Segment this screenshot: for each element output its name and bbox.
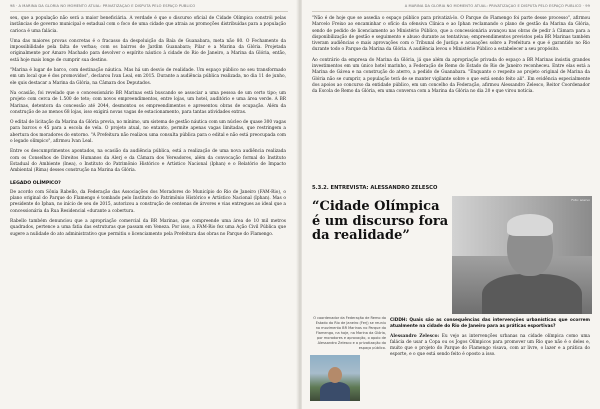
- paragraph: "Não é de hoje que se assedia o espaço público para privatizá-lo. O Parque do Flamengo foi parte desse processo", afirmou Marcelo Freixo ao encaminhar o ofício da ofensiva Clínica e ao Iphan reclamando o plano de gestão da Marina da Glória, sendo de pedido de licenciamento ao Ministério Público, que a concessionária avançou nas obras de pedir à Câmara para a disponibilização de gestão e seguimento e abuso durante as tentativas; empreendimentos previstos pela BR Marinas também tiveram audiências e mais aprovações com o Tribunal de Justiça e acusações sobre a Prefeitura e que é garantido no Rio durante todo o Parque da Marina da Glória. A audiência levou o Ministério Público a estabelecer a seu propósito.: [312, 16, 590, 53]
- paragraph: Rabello também denunciou que a apropriação comercial da BR Marinas, que compreende uma área de 10 mil metros quadrados, pertence a uma fatia das estruturas que passam em Veneza. Por isso, a FAM-Rio fez uma Ação Civil Pública que sugere a nulidade do ato administrativo que permitiu o licenciamento pela Prefeitura das obras no Parque do Flamengo.: [10, 219, 286, 237]
- subheading: LEGADO OLÍMPICO?: [10, 180, 61, 186]
- running-head: 98 · A MARINA DA GLÓRIA NO MOMENTO ATUAL: PRIVATIZAÇÃO E DISPUTA PELO ESPAÇO PÚBLICO: [10, 4, 196, 8]
- running-head: A MARINA DA GLÓRIA NO MOMENTO ATUAL: PRIVATIZAÇÃO E DISPUTA PELO ESPAÇO PÚBLICO · 99: [404, 4, 590, 8]
- paragraph: Na ocasião, foi revelado que o concessionário BR Marinas está buscando se associar a uma pessoa de um certo tipo; um projeto com cerca de 1.500 de teto; com novos empreendimentos, entre lojas, um hotel, auditório e uma área verde. A BR Marinas, detentora da concessão até 2044, desmontou os empreendimentos e apresentou obras de ocupação. Além da construção de ao menos 68 lojas, isso exigirá novas vagas de estacionamento, para tantas atividades extras.: [10, 90, 286, 115]
- interview-qa: [390, 318, 590, 362]
- question: [390, 318, 590, 331]
- right-page: [302, 0, 600, 409]
- small-photo-head: [328, 367, 342, 383]
- small-photo: [310, 355, 360, 401]
- answer-text: Eu vejo as intervenções urbanas na cidade olímpica como uma falácia de usar a Copa ou os Jogos Olímpicos para promover um Rio que não é o deles e, muito que o projeto do Parque do Flamengo visava, com ar livre, o lazer e a prática do esporte, e o que está sendo feito é oposto a isso.: [390, 333, 590, 358]
- paragraph: Ao contrário da empresa do Marina da Glória, já que além da apropriação privada do espaço a BR Marinas insistiu grandes investimentos em um único hotel marinho, a Federação de Remo do Estado do Rio de Janeiro reconheceu. Entre elas está a Marina de Gávea e na construção do aterro, a pedido de Guanabara. "Enquanto o respeito ao projeto original de Marina da Glória não se cumprir, a população terá de se manter vigilante sobre o que está sendo feito ali". Em evidência especialmente dos apoios ao concurso da entidade público, em um concelho da Federação, afirmou Alessandro Zelesco, Reitor Coordenador da Escola de Remo da Glória, em uma conversa com a Marina da Glória no dia 20 e que virou notícia.: [312, 57, 590, 95]
- question-text: Quais são as consequências das intervenções urbanísticas que ocorrem atualmente na cidade do Rio de Janeiro para as práticas esportivas?: [390, 318, 590, 330]
- photo-subject-body: [482, 274, 582, 314]
- answer: [390, 334, 590, 359]
- body-column: [312, 16, 590, 100]
- header-rule: [312, 11, 590, 12]
- portrait-photo: [452, 196, 592, 314]
- left-page: [0, 0, 298, 409]
- paragraph: Entre os descumprimentos apontados, na ocasião da audiência pública, está a realização de uma nova audiência realizada com os Conselhos de Direitos Humanos da Alerj e da Câmara dos Vereadores, além da convocação formal do Instituto Estadual do Ambiente (Inea), o Instituto do Patrimônio Histórico e Artístico Nacional (Iphan) e o Relatório de Impacto Ambiental (Rima) desses construção na Marina da Glória.: [10, 149, 286, 174]
- photo-credit: Foto: acervo: [571, 198, 590, 202]
- paragraph: "Marina é lugar de barco, com destinação náutica. Mas há um desvio de realidade. Um espaço público no seu transformado em um local que é dos promovidos", declarou Ivan Leal, em 2015. Durante a audiência pública realizada, no dia 11 de junho, ele quis destacar a Marina da Glória, na Câmara dos Deputados.: [10, 68, 286, 86]
- question-label: CIDDH:: [390, 318, 408, 323]
- small-photo-body: [320, 382, 350, 401]
- paragraph: Uma das maiores provas concretas é o fracasso da despoluição da Baía de Guanabara, meta não 80. O Fechamento da impossibilidade pela falta de verbas; com os bairros de Jardim Guanabara; Pilar e a Marina da Glória. Projetada originalmente por Amaro Machado para devolver o espírito náutico à cidade do Rio de Janeiro, a Marina da Glória, então, está hoje mais longe de cumprir sua destino.: [10, 38, 286, 63]
- answer-name: Alessandro Zelesco:: [390, 333, 440, 339]
- interview-headline: “Cidade Olímpica é um discurso fora da realidade”: [312, 199, 449, 243]
- body-column: [10, 16, 286, 242]
- photo-subject-hair: [507, 214, 553, 236]
- header-rule: [10, 11, 288, 12]
- paragraph: O edital de licitação da Marina da Glória previa, no mínimo, um sistema de gestão náutica com um núcleo de quase 300 vagas para barcos e 45 para a escola de vela. O projeto atual, no entanto, permite apenas vagas limitadas, que restringem a abertura dos moradores do entorno. "A Prefeitura não realizou uma consulta pública para o edital e não está preocupada com o legado olímpico", afirmou Ivan Leal.: [10, 120, 286, 145]
- section-label: 5.3.2. ENTREVISTA: ALESSANDRO ZELESCO: [312, 185, 438, 191]
- paragraph: De acordo com Sônia Rabello, da Federação das Associações dos Moradores do Município do Rio de Janeiro (FAM-Rio), o plano original do Parque do Flamengo é tombado pelo Instituto do Patrimônio Histórico e Artístico Nacional (Iphan). Mas o presidente do Iphan, no início de seu de 2015, autorizou a construção de centenas de árvores e vias entregues ao ideal que a concessionária da Rua Residencial «durante a cobertura.: [10, 189, 286, 214]
- photo-caption: O coordenador da Federação de Remo do Estado do Rio de Janeiro (Ferj) se reuniu no movimento BR Marinas no Parque do Flamengo, na hoje, na Marina da Glória, por moradores e aprovação, o apoio de Alessandro Zelesco e a privatização do espaço público.: [313, 316, 386, 350]
- paragraph: seu, que a população não será a maior beneficiária. A verdade é que o discurso oficial de Cidade Olímpica constrói pelas instâncias de governo municipal e estadual com o foco de uma cidade que atraia as promoções distribuídas para a população carioca é uma falácia.: [10, 16, 286, 34]
